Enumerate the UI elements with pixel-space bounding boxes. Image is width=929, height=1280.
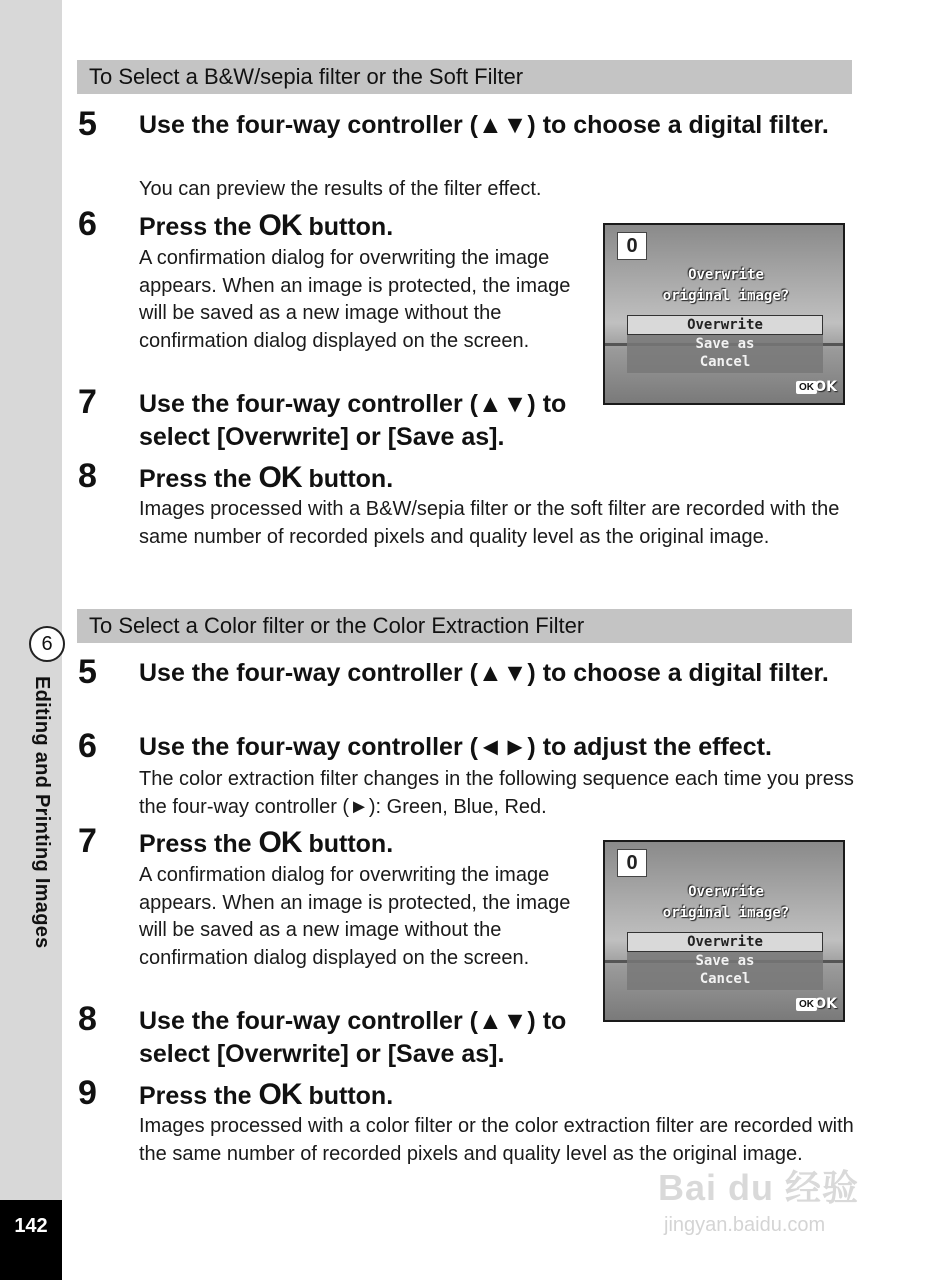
section-heading-bw-sepia: To Select a B&W/sepia filter or the Soft Filter xyxy=(77,60,852,94)
step-number: 6 xyxy=(78,727,97,765)
step-number: 8 xyxy=(78,1000,97,1038)
step-heading: Use the four-way controller (▲▼) to select [Overwrite] or [Save as]. xyxy=(139,390,567,451)
ok-label: OK xyxy=(814,996,837,1012)
chapter-title: Editing and Printing Images xyxy=(31,676,53,949)
section-heading-color-filter: To Select a Color filter or the Color Extraction Filter xyxy=(77,609,852,643)
dialog-menu xyxy=(627,932,823,990)
step-number: 7 xyxy=(78,383,97,421)
step-heading: Use the four-way controller (◄►) to adjust the effect. xyxy=(139,733,772,761)
step-number: 5 xyxy=(78,105,97,143)
step-number: 5 xyxy=(78,653,97,691)
menu-option-save-as: Save as xyxy=(695,336,755,352)
page-number: 142 xyxy=(0,1200,62,1280)
step-heading: Use the four-way controller (▲▼) to select [Overwrite] or [Save as]. xyxy=(139,1007,567,1068)
step-heading: Use the four-way controller (▲▼) to choose a digital filter. xyxy=(139,111,829,139)
ok-button-symbol: OK xyxy=(258,209,302,242)
protect-icon: 0 xyxy=(617,232,647,260)
ok-button-symbol: OK xyxy=(258,826,302,859)
step-heading: Press the OK button. xyxy=(139,209,394,242)
baidu-watermark: Bai du 经验 xyxy=(658,1167,860,1208)
camera-screen-overwrite-dialog xyxy=(603,223,845,405)
step-heading: Press the OK button. xyxy=(139,826,394,859)
step-heading: Use the four-way controller (▲▼) to choose a digital filter. xyxy=(139,659,829,687)
ok-key-icon: OK xyxy=(796,998,817,1011)
step-number: 7 xyxy=(78,822,97,860)
dialog-question: Overwrite original image? xyxy=(662,884,790,921)
protect-icon: 0 xyxy=(617,849,647,877)
step-description: Images processed with a color filter or the color extraction filter are recorded with the same number of recorded pixels and quality level as the original image. xyxy=(139,1115,854,1165)
step-description: A confirmation dialog for overwriting the image appears. When an image is protected, the image will be saved as a new image without the confirmation dialog displayed on the screen. xyxy=(139,864,571,969)
ok-button-symbol: OK xyxy=(258,1078,302,1111)
ok-button-symbol: OK xyxy=(258,461,302,494)
step-heading: Press the OK button. xyxy=(139,461,394,494)
menu-option-overwrite: Overwrite xyxy=(627,932,823,952)
step-description: You can preview the results of the filter effect. xyxy=(139,178,542,200)
step-description: The color extraction filter changes in the following sequence each time you press the four-way controller (►): Green, Blue, Red. xyxy=(139,768,854,818)
step-number: 9 xyxy=(78,1074,97,1112)
baidu-watermark-url: jingyan.baidu.com xyxy=(664,1214,826,1236)
step-description: A confirmation dialog for overwriting the image appears. When an image is protected, the image will be saved as a new image without the confirmation dialog displayed on the screen. xyxy=(139,247,571,352)
dialog-question: Overwrite original image? xyxy=(662,267,790,304)
ok-key-icon: OK xyxy=(796,381,817,394)
step-number: 6 xyxy=(78,205,97,243)
menu-option-cancel: Cancel xyxy=(699,971,751,987)
menu-option-cancel: Cancel xyxy=(699,354,751,370)
step-heading: Press the OK button. xyxy=(139,1078,394,1111)
menu-option-save-as: Save as xyxy=(695,953,755,969)
chapter-number-badge: 6 xyxy=(29,626,65,662)
ok-label: OK xyxy=(814,379,837,395)
dialog-menu xyxy=(627,315,823,373)
step-number: 8 xyxy=(78,457,97,495)
camera-screen-overwrite-dialog xyxy=(603,840,845,1022)
step-description: Images processed with a B&W/sepia filter or the soft filter are recorded with the same number of recorded pixels and quality level as the original image. xyxy=(139,498,840,548)
menu-option-overwrite: Overwrite xyxy=(627,315,823,335)
